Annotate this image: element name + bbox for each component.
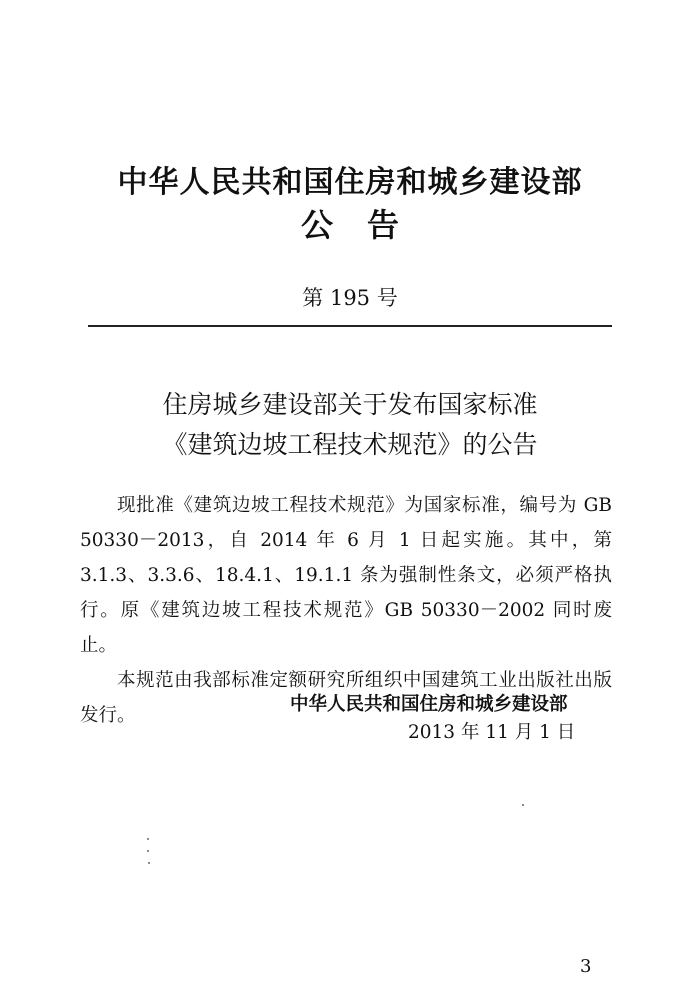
body-paragraph-1: 现批准《建筑边坡工程技术规范》为国家标准，编号为 GB 50330－2013，自 2014 年 6 月 1 日起实施。其中，第 3.1.3、3.3.6、18.4.1、19.1.1 条为强制性条文，必须严格执行。原《建筑边坡工程技术规范》GB 50330－2002 同时废止。 bbox=[80, 495, 612, 656]
header-divider bbox=[88, 325, 612, 327]
announcement-subject bbox=[0, 385, 700, 465]
scan-speck bbox=[148, 862, 150, 864]
scan-speck bbox=[522, 804, 524, 806]
signature-date: 2013 年 11 月 1 日 bbox=[408, 722, 576, 743]
scan-speck bbox=[147, 850, 149, 852]
body-paragraph-2: 本规范由我部标准定额研究所组织中国建筑工业出版社出版发行。 bbox=[80, 670, 612, 726]
page-number: 3 bbox=[580, 956, 592, 977]
issuer-title: 中华人民共和国住房和城乡建设部 bbox=[117, 165, 583, 200]
subject-line-2: 《建筑边坡工程技术规范》的公告 bbox=[162, 430, 538, 459]
subject-line-1: 住房城乡建设部关于发布国家标准 bbox=[162, 390, 538, 419]
scan-speck bbox=[147, 838, 149, 840]
document-number: 第 195 号 bbox=[302, 286, 398, 310]
document-type: 公告 bbox=[300, 206, 433, 244]
signature-issuer: 中华人民共和国住房和城乡建设部 bbox=[290, 694, 568, 715]
